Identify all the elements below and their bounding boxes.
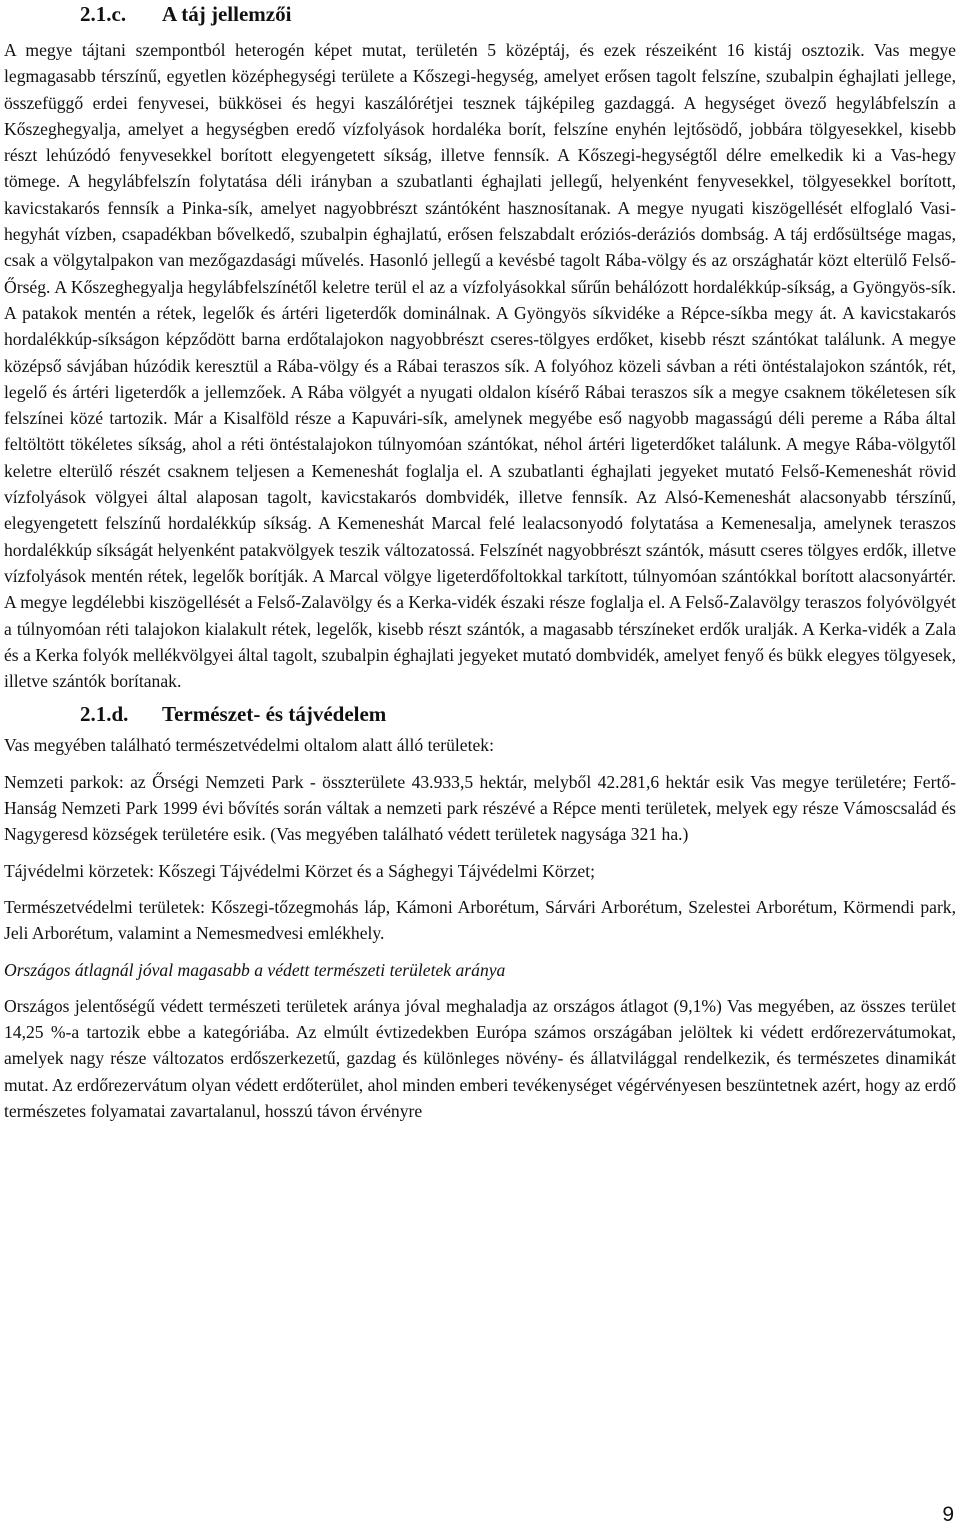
- section-number: 2.1.c.: [80, 2, 127, 26]
- page-number: 9: [942, 1503, 954, 1526]
- nature-areas-paragraph: Természetvédelmi területek: Kőszegi-tőzegmohás láp, Kámoni Arborétum, Sárvári Arborétum, Szelestei Arborétum, Körmendi park, Jeli Arborétum, valamint a Nemesmedvesi emlékhely.: [4, 896, 956, 944]
- forest-reserves-paragraph: Országos jelentőségű védett természeti területek aránya jóval meghaladja az országos átlagot (9,1%) Vas megyében, az összes terület 14,25 %-a tartozik ebbe a kategóriába. Az elmúlt évtizedekben Európa számos országában jelöltek ki védett erdőrezervátumokat, amelyek nagy része változatos erdőszerkezetű, gazdag és különleges növény- és állatvilággal rendelkezik, és természetes dinamikát mutat. Az erdőrezervátum olyan védett erdőterület, ahol minden emberi tevékenységet végérvényesen beszüntetnek azért, hogy az erdő természetes folyamatai zavartalanul, hosszú távon érvényre: [4, 995, 956, 1121]
- landscape-paragraph: A megye tájtani szempontból heterogén képet mutat, területén 5 középtáj, és ezek részeiként 16 kistáj osztozik. Vas megye legmagasabb térszínű, egyetlen középhegységi területe a Kőszegi-hegység, amelyet erősen tagolt felszíne, szubalpin éghajlati jellege, összefüggő erdei fenyvesei, bükkösei és hegyi kaszálórétjei tesznek tájképileg gazdaggá. A hegységet övező hegylábfelszín a Kőszeghegyalja, amelyet a hegységben eredő vízfolyások hordaléka borít, felszíne enyhén lejtősödő, jobbára tölgyesekkel, kisebb részt lehúzódó fenyvesekkel borított elegyengetett síkság, illetve fennsík. A Kőszegi-hegységtől délre emelkedik ki a Vas-hegy tömege. A hegylábfelszín folytatása déli irányban a szubatlanti éghajlati jellegű, helyenként fenyvesekkel, tölgyesekkel borított, kavicstakarós fennsík a Pinka-sík, amelyet nagyobbrészt szántóként hasznosítanak. A megye nyugati kiszögellését elfoglaló Vasi-hegyhát vízben, csapadékban bővelkedő, szubalpin éghajlatú, erősen felszabdalt eróziós-deráziós dombság. A táj erdősültsége magas, csak a völgytalpakon van mezőgazdasági művelés. Hasonló jellegű a kevésbé tagolt Rába-völgy és az országhatár közt elterülő Felső-Őrség. A Kőszeghegyalja hegylábfelszínétől keletre terül el az a vízfolyásokkal sűrűn behálózott hordalékkúp-síkság, a Gyöngyös-sík. A patakok mentén a rétek, legelők és ártéri ligeterdők dominálnak. A Gyöngyös síkvidéke a Répce-síkba megy át. A kavicstakarós hordalékkúp-síkságon képződött barna erdőtalajokon nagyobbrészt cseres-tölgyes erdőket, kisebb részt szántókat találunk. A megye középső sávjában húzódik keresztül a Rába-völgy és a Rábai teraszos sík. A folyóhoz közeli sávban a réti öntéstalajokon szántók, rét, legelő és ártéri ligeterdők a jellemzőek. A Rába völgyét a nyugati oldalon kísérő Rábai teraszos sík a megye csaknem tökéletesen sík felszínei közé tartozik. Már a Kisalföld része a Kapuvári-sík, amelynek megyébe eső nagyobb magasságú déli pereme a Rába által feltöltött tökéletes síkság, ahol a réti öntéstalajokon túlnyomóan szántókat, néhol ártéri ligeterdőket találunk. A megye Rába-völgytől keletre elterülő részét csaknem teljesen a Kemeneshát foglalja el. A szubatlanti éghajlati jegyeket mutató Felső-Kemeneshát rövid vízfolyások völgyei által alaposan tagolt, kavicstakarós dombvidék, illetve fennsík. Az Alsó-Kemeneshát alacsonyabb térszínű, elegyengetett felszínű hordalékkúp síkság. A Kemeneshát Marcal felé lealacsonyodó folytatása a Kemenesalja, amelynek teraszos hordalékkúp síkságát helyenként patakvölgyek teszik változatossá. Felszínét nagyobbrészt szántók, másutt cseres tölgyes erdők, illetve vízfolyások mentén rétek, legelők borítják. A Marcal völgye ligeterdőfoltokkal tarkított, túlnyomóan szántókkal borított alacsonyártér. A megye legdélebbi kiszögellését a Felső-Zalavölgy és a Kerka-vidék északi része foglalja el. A Felső-Zalavölgy teraszos folyóvölgyét a túlnyomóan réti talajokon kialakult rétek, legelők, kisebb részt szántók, a magasabb térszíneket erdők uralják. A Kerka-vidék a Zala és a Kerka folyók mellékvölgyei által tagolt, szubalpin éghajlati jegyeket mutató dombvidék, amelyet fenyő és bükk elegyes tölgyesek, illetve szántók borítanak.: [4, 40, 956, 692]
- section-heading-nature-protection: [4, 700, 956, 728]
- section-title: A táj jellemzői: [162, 2, 292, 26]
- section-heading-landscape: [4, 0, 956, 28]
- document-page: [4, 0, 956, 1124]
- section-title: Természet- és tájvédelem: [162, 702, 387, 727]
- landscape-districts-paragraph: Tájvédelmi körzetek: Kőszegi Tájvédelmi Körzet és a Sághegyi Tájvédelmi Körzet;: [4, 860, 595, 881]
- national-parks-paragraph: Nemzeti parkok: az Őrségi Nemzeti Park - összterülete 43.933,5 hektár, melyből 42.281,6 hektár esik Vas megye területére; Fertő-Hanság Nemzeti Park 1999 évi bővítés során váltak a nemzeti park részévé a Répce menti területek, melyek egy része Vámoscsalád és Nagygeresd községek területére esik. (Vas megyében található védett területek nagysága 321 ha.): [4, 771, 956, 845]
- section-number: 2.1.d.: [80, 702, 129, 727]
- protected-areas-intro: Vas megyében található természetvédelmi oltalom alatt álló területek:: [4, 735, 494, 756]
- protected-ratio-subheading: Országos átlagnál jóval magasabb a védett természeti területek aránya: [4, 959, 506, 980]
